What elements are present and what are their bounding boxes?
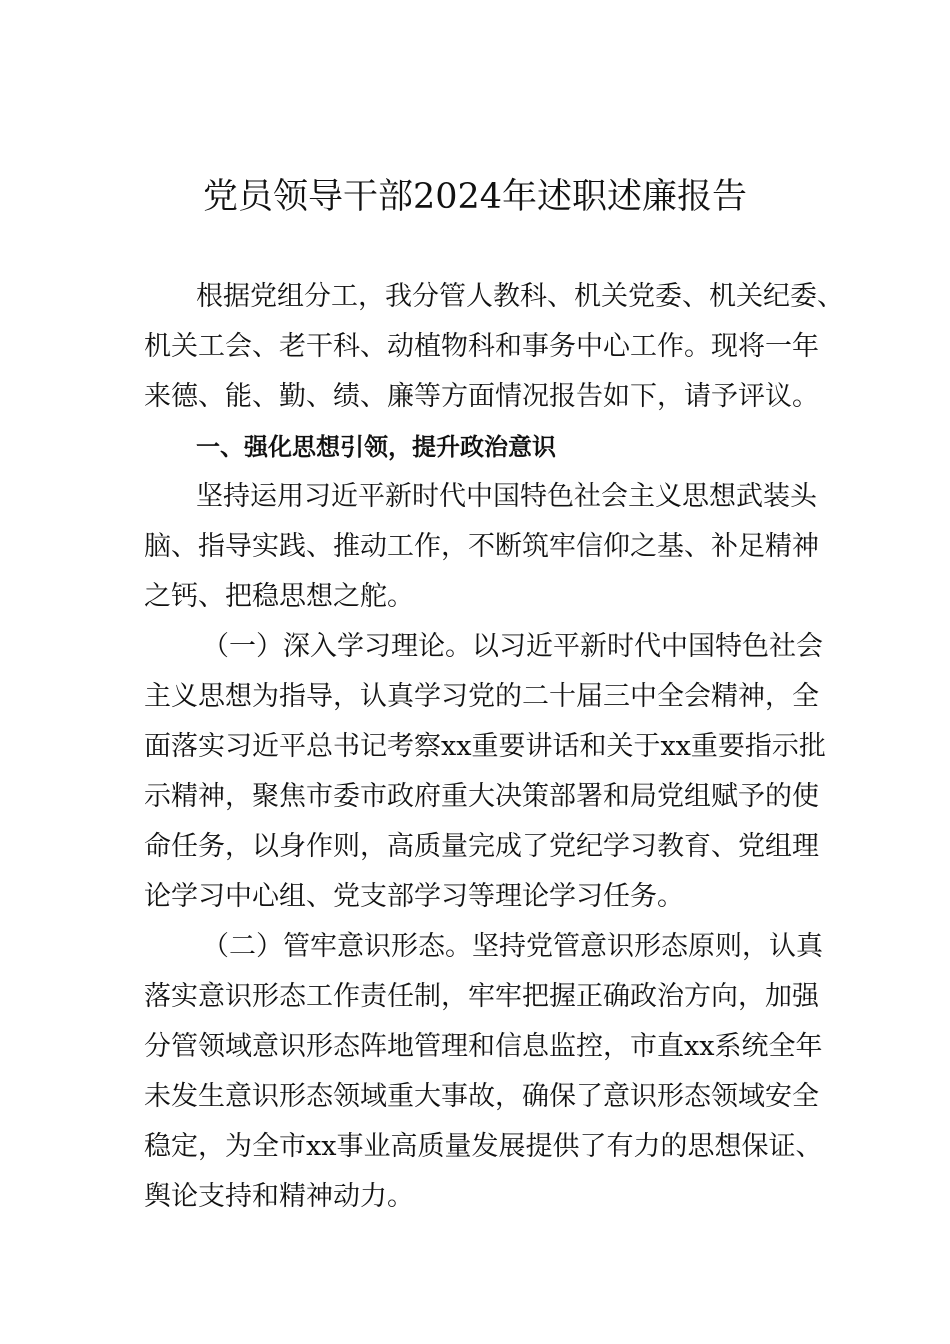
paragraph-1-line-2: 机关工会、老干科、动植物科和事务中心工作。现将一年 xyxy=(144,331,819,362)
paragraph-2-line-2: 脑、指导实践、推动工作，不断筑牢信仰之基、补足精神 xyxy=(144,531,819,562)
paragraph-3-line-6: 论学习中心组、党支部学习等理论学习任务。 xyxy=(144,881,684,912)
paragraph-4-line-6: 舆论支持和精神动力。 xyxy=(144,1181,414,1212)
paragraph-4-line-3: 分管领域意识形态阵地管理和信息监控，市直xx系统全年 xyxy=(144,1031,823,1062)
paragraph-4-line-5: 稳定，为全市xx事业高质量发展提供了有力的思想保证、 xyxy=(144,1131,823,1162)
document-body xyxy=(144,272,844,1222)
paragraph-3-line-1: （一）深入学习理论。以习近平新时代中国特色社会 xyxy=(202,631,823,662)
paragraph-2-line-1: 坚持运用习近平新时代中国特色社会主义思想武装头 xyxy=(196,481,817,512)
document-title: 党员领导干部2024年述职述廉报告 xyxy=(202,177,748,217)
paragraph-4-line-1: （二）管牢意识形态。坚持党管意识形态原则，认真 xyxy=(202,931,823,962)
paragraph-3-line-3: 面落实习近平总书记考察xx重要讲话和关于xx重要指示批 xyxy=(144,731,826,762)
paragraph-1-line-1: 根据党组分工，我分管人教科、机关党委、机关纪委、 xyxy=(196,281,844,312)
paragraph-3-line-2: 主义思想为指导，认真学习党的二十届三中全会精神，全 xyxy=(144,681,819,712)
paragraph-4-line-2: 落实意识形态工作责任制，牢牢把握正确政治方向，加强 xyxy=(144,981,819,1012)
paragraph-4-line-4: 未发生意识形态领域重大事故，确保了意识形态领域安全 xyxy=(144,1081,819,1112)
paragraph-1-line-3: 来德、能、勤、绩、廉等方面情况报告如下，请予评议。 xyxy=(144,381,819,412)
paragraph-3-line-5: 命任务，以身作则，高质量完成了党纪学习教育、党组理 xyxy=(144,831,819,862)
section-heading-1: 一、强化思想引领，提升政治意识 xyxy=(196,433,556,461)
paragraph-2-line-3: 之钙、把稳思想之舵。 xyxy=(144,581,414,612)
paragraph-3-line-4: 示精神，聚焦市委市政府重大决策部署和局党组赋予的使 xyxy=(144,781,819,812)
